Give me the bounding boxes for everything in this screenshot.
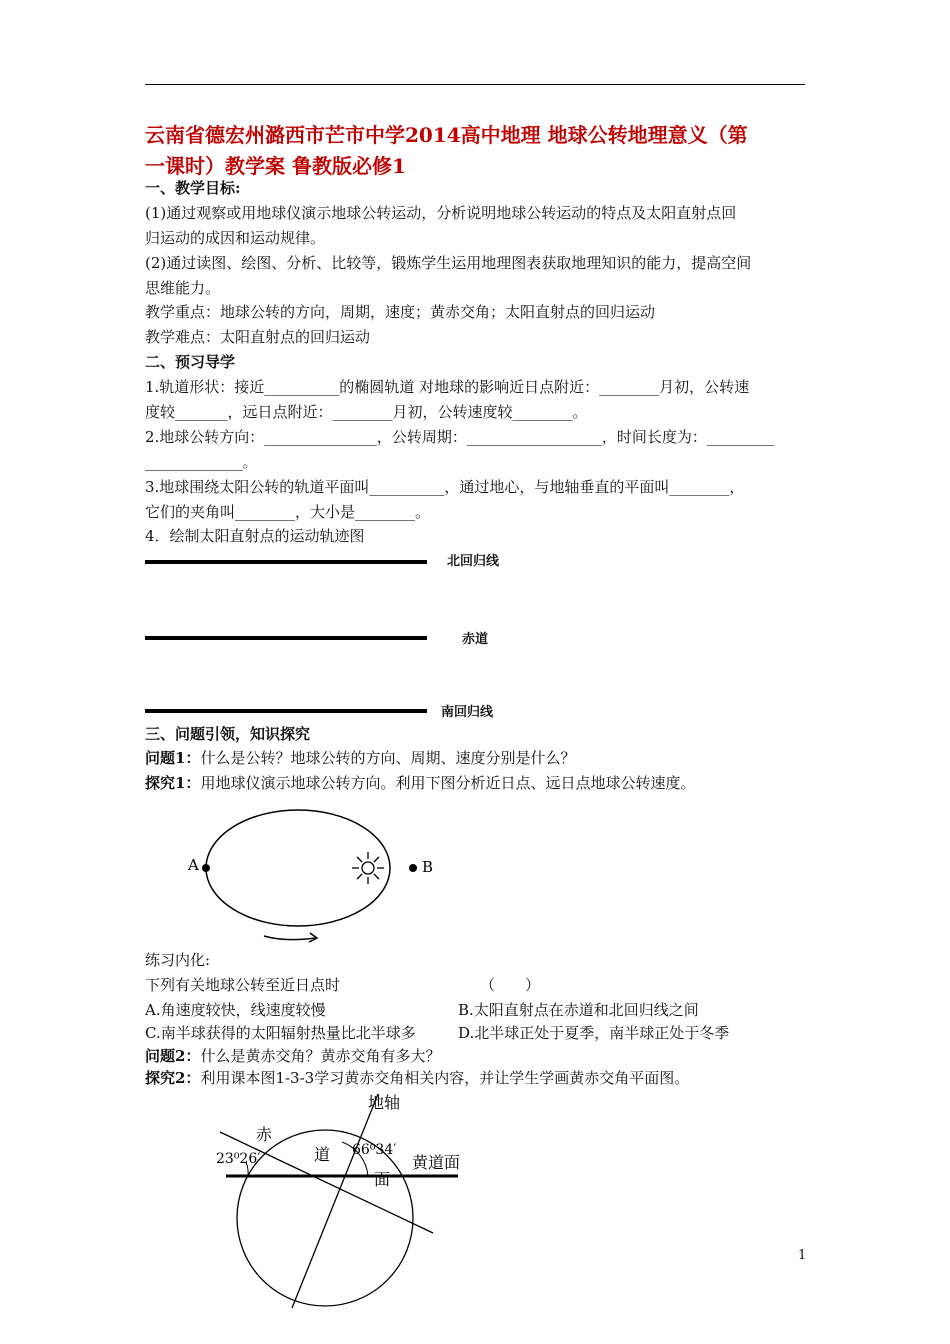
tropic-of-capricorn-label: 南回归线 [441, 705, 494, 720]
section1-line: (2)通过读图、绘图、分析、比较等，锻炼学生运用地理图表获取地理知识的能力，提高空间 [145, 254, 752, 272]
question-1 [145, 746, 575, 771]
title-line-1: 云南省德宏州潞西市芒市中学2014高中地理 地球公转地理意义（第 [145, 123, 748, 147]
angle-label-23: 23⁰26′ [216, 1151, 261, 1167]
question-2-text: 什么是黄赤交角？黄赤交角有多大？ [200, 1047, 441, 1065]
title-line-2: 一课时）教学案 鲁教版必修1 [145, 154, 406, 178]
option-a[interactable]: A.角速度较快，线速度较慢 [145, 1001, 326, 1019]
header-rule [145, 84, 805, 85]
answer-bracket: （ ） [480, 976, 541, 994]
tropic-of-cancer-label: 北回归线 [447, 554, 500, 569]
equator-line [145, 636, 427, 640]
section2-line: 它们的夹角叫________，大小是________。 [145, 503, 431, 521]
section2-line: 1.轨道形状：接近__________的椭圆轨道 对地球的影响近日点附近：________月初，公转速 [145, 378, 750, 396]
question-1-label: 问题1： [145, 749, 201, 767]
page-number: 1 [798, 1248, 807, 1263]
practice-question: 下列有关地球公转至近日点时 [145, 976, 341, 994]
explore-1-text: 用地球仪演示地球公转方向。利用下图分析近日点、远日点地球公转速度。 [200, 774, 696, 792]
tropic-of-capricorn-line [145, 709, 427, 713]
equator-char-dao: 道 [314, 1145, 331, 1164]
section1-line: (1)通过观察或用地球仪演示地球公转运动，分析说明地球公转运动的特点及太阳直射点回 [145, 204, 737, 222]
axis-label: 地轴 [368, 1093, 401, 1112]
section1-heading: 一、教学目标: [145, 179, 241, 197]
practice-heading: 练习内化: [145, 951, 211, 969]
section1-line: 教学难点：太阳直射点的回归运动 [145, 328, 371, 346]
equator-label: 赤道 [462, 632, 489, 647]
explore-2 [145, 1066, 689, 1091]
tropic-of-cancer-line [145, 560, 427, 564]
option-c[interactable]: C.南半球获得的太阳辐射热量比北半球多 [145, 1024, 416, 1042]
option-b[interactable]: B.太阳直射点在赤道和北回归线之间 [458, 1001, 699, 1019]
obliquity-diagram [200, 1090, 490, 1310]
orbit-label-b: B [422, 858, 434, 876]
orbit-diagram [180, 800, 440, 950]
section2-line: _____________。 [145, 453, 258, 471]
section2-line: 2.地球公转方向：_______________，公转周期：__________________，时间长度为：_________ [145, 428, 775, 446]
ecliptic-label: 黄道面 [412, 1153, 461, 1172]
option-d[interactable]: D.北半球正处于夏季，南半球正处于冬季 [458, 1024, 730, 1042]
orbit-point-b [409, 864, 417, 872]
section2-line: 4．绘制太阳直射点的运动轨迹图 [145, 527, 365, 545]
explore-2-label: 探究2： [145, 1069, 201, 1087]
explore-1 [145, 771, 695, 796]
sun-icon [352, 852, 384, 884]
equator-char-chi: 赤 [256, 1125, 273, 1144]
orbit-point-a [202, 864, 210, 872]
orbit-label-a: A [188, 856, 199, 874]
section2-heading: 二、预习导学 [145, 353, 236, 371]
section2-line: 3.地球围绕太阳公转的轨道平面叫__________，通过地心，与地轴垂直的平面叫________， [145, 478, 745, 496]
explore-2-text: 利用课本图1-3-3学习黄赤交角相关内容，并让学生学画黄赤交角平面图。 [200, 1069, 690, 1087]
section2-line: 度较_______，远日点附近：________月初，公转速度较________。 [145, 403, 588, 421]
section1-line: 教学重点：地球公转的方向，周期，速度；黄赤交角；太阳直射点的回归运动 [145, 303, 656, 321]
equator-char-mian: 面 [374, 1170, 391, 1189]
angle-label-66: 66⁰34′ [352, 1142, 397, 1158]
section1-line: 归运动的成因和运动规律。 [145, 229, 326, 247]
question-2-label: 问题2： [145, 1047, 201, 1065]
section3-heading: 三、问题引领，知识探究 [145, 725, 311, 743]
section1-line: 思维能力。 [145, 279, 221, 297]
question-1-text: 什么是公转？地球公转的方向、周期、速度分别是什么？ [200, 749, 576, 767]
explore-1-label: 探究1： [145, 774, 201, 792]
direction-arrow-icon [264, 933, 317, 942]
